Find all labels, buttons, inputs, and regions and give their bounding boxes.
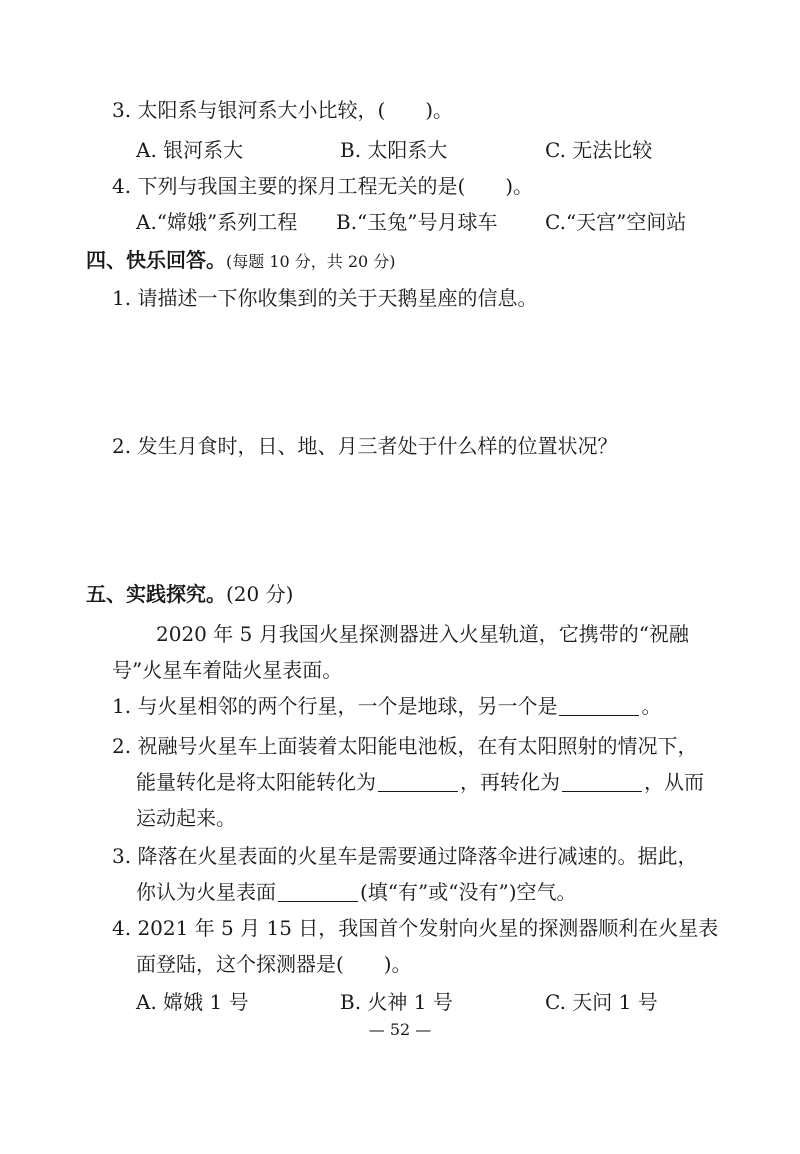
- section-4-title: 四、快乐回答。: [86, 248, 226, 272]
- q4-option-c: C.“天宫”空间站: [545, 210, 687, 234]
- s5-q2-text-a: 能量转化是将太阳能转化为: [136, 770, 376, 794]
- s5-q2-blank-1[interactable]: [378, 771, 458, 792]
- question-3-text: 3. 太阳系与银河系大小比较，( )。: [112, 98, 454, 122]
- section-5-title: 五、实践探究。: [86, 582, 226, 606]
- section-5-heading: [86, 580, 293, 608]
- s5-q2-text-c: ，从而: [644, 770, 704, 794]
- s5-q2-blank-2[interactable]: [562, 771, 642, 792]
- s5-question-4-line-2: 面登陆，这个探测器是( )。: [136, 952, 412, 976]
- s5-intro-line-1: 2020 年 5 月我国火星探测器进入火星轨道，它携带的“祝融: [156, 622, 689, 646]
- s5-q3-text-b: (填“有”或“没有”)空气。: [360, 880, 577, 904]
- s5-question-3-line-2: [136, 878, 577, 906]
- s5-q3-text-a: 你认为火星表面: [136, 880, 276, 904]
- s5-q1-end: 。: [641, 694, 662, 718]
- s5-question-2-line-1: 2. 祝融号火星车上面装着太阳能电池板，在有太阳照射的情况下，: [112, 734, 698, 758]
- s5-q4-option-b: B. 火神 1 号: [340, 990, 453, 1014]
- s5-question-2-line-3: 运动起来。: [136, 806, 236, 830]
- q3-option-a: A. 银河系大: [136, 138, 244, 162]
- question-4-text: 4. 下列与我国主要的探月工程无关的是( )。: [112, 174, 534, 198]
- s5-q4-option-a: A. 嫦娥 1 号: [136, 990, 249, 1014]
- page-number: — 52 —: [368, 1020, 432, 1039]
- s4-question-1: 1. 请描述一下你收集到的关于天鹅星座的信息。: [112, 286, 538, 310]
- s4-question-2: 2. 发生月食时，日、地、月三者处于什么样的位置状况？: [112, 434, 618, 458]
- section-4-note: (每题 10 分，共 20 分): [226, 252, 396, 271]
- s5-question-3-line-1: 3. 降落在火星表面的火星车是需要通过降落伞进行减速的。据此，: [112, 844, 698, 868]
- q3-option-b: B. 太阳系大: [340, 138, 448, 162]
- q4-option-b: B.“玉兔”号月球车: [336, 210, 498, 234]
- s5-q1-text: 1. 与火星相邻的两个行星，一个是地球，另一个是: [112, 694, 558, 718]
- q4-option-a: A.“嫦娥”系列工程: [136, 210, 298, 234]
- section-4-heading: [86, 246, 396, 276]
- section-5-note: (20 分): [226, 582, 294, 606]
- q3-option-c: C. 无法比较: [545, 138, 653, 162]
- s5-q1-blank[interactable]: [559, 695, 639, 716]
- s5-q4-option-c: C. 天问 1 号: [545, 990, 658, 1014]
- s5-question-1: [112, 692, 661, 720]
- s5-question-2-line-2: [136, 768, 704, 796]
- s5-q2-text-b: ，再转化为: [460, 770, 560, 794]
- s5-question-4-line-1: 4. 2021 年 5 月 15 日，我国首个发射向火星的探测器顺利在火星表: [112, 916, 719, 940]
- s5-q3-blank[interactable]: [278, 881, 358, 902]
- s5-intro-line-2: 号”火星车着陆火星表面。: [112, 658, 343, 682]
